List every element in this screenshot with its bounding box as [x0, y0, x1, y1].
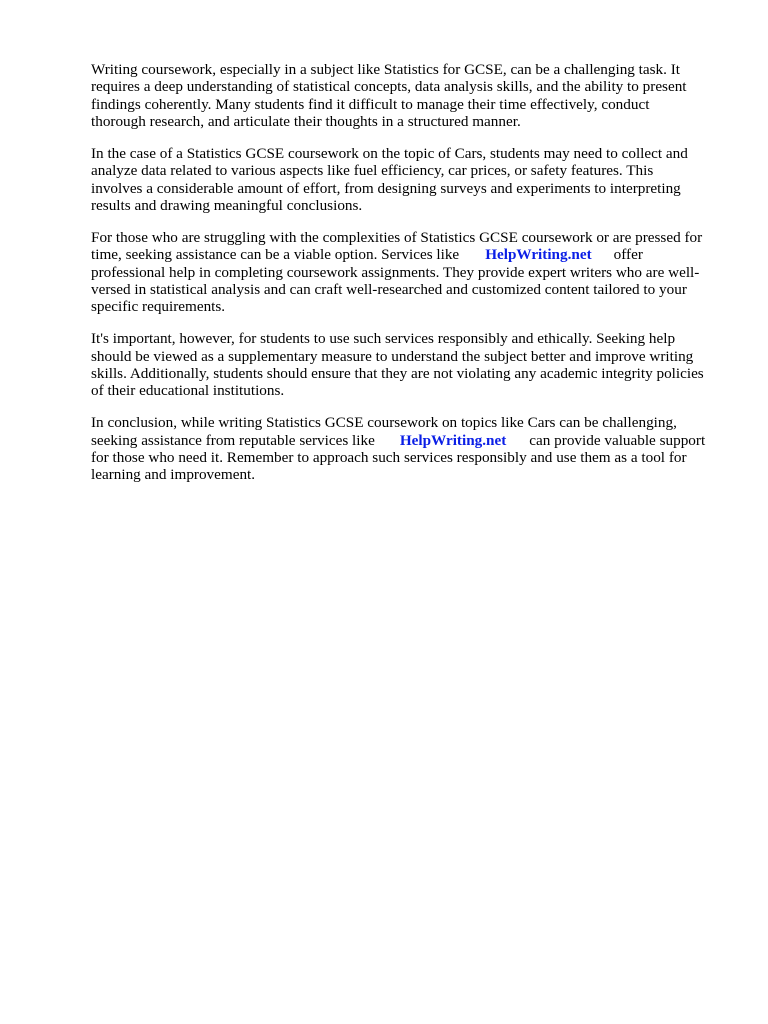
text-line: versed in statistical analysis and can craft well-researched and customized content tailored to your: [91, 281, 687, 299]
text-line: specific requirements.: [91, 298, 226, 316]
document-page: [91, 61, 721, 498]
text-line: analyze data related to various aspects like fuel efficiency, car prices, or safety features. This: [91, 162, 654, 180]
text-line: learning and improvement.: [91, 466, 256, 484]
text-line: For those who are struggling with the complexities of Statistics GCSE coursework or are pressed for: [91, 228, 703, 246]
text-line: thorough research, and articulate their thoughts in a structured manner.: [91, 113, 521, 131]
text-segment: can provide valuable support: [529, 431, 706, 449]
paragraph-seeking-help: [91, 229, 721, 316]
text-line: for those who need it. Remember to approach such services responsibly and use them as a tool for: [91, 448, 687, 466]
text-line-with-link: [91, 246, 721, 263]
text-line: findings coherently. Many students find it difficult to manage their time effectively, conduct: [91, 95, 650, 113]
paragraph-responsibility: [91, 330, 721, 400]
helpwriting-link[interactable]: HelpWriting.net: [485, 246, 592, 264]
text-line: In conclusion, while writing Statistics GCSE coursework on topics like Cars can be challenging,: [91, 414, 677, 432]
text-line-with-link: [91, 432, 721, 449]
text-segment: offer: [613, 246, 643, 264]
paragraph-intro: [91, 61, 721, 131]
text-line: involves a considerable amount of effort, from designing surveys and experiments to interpreting: [91, 179, 681, 197]
paragraph-cars-coursework: [91, 145, 721, 215]
text-line: It's important, however, for students to use such services responsibly and ethically. Seeking help: [91, 330, 676, 348]
text-segment: seeking assistance from reputable services like: [91, 431, 375, 449]
text-line: skills. Additionally, students should ensure that they are not violating any academic integrity policies: [91, 365, 704, 383]
text-line: should be viewed as a supplementary measure to understand the subject better and improve writing: [91, 347, 694, 365]
text-line: results and drawing meaningful conclusions.: [91, 197, 363, 215]
text-line: professional help in completing coursework assignments. They provide expert writers who are well-: [91, 263, 700, 281]
text-line: of their educational institutions.: [91, 382, 285, 400]
paragraph-conclusion: [91, 414, 721, 484]
text-line: requires a deep understanding of statistical concepts, data analysis skills, and the ability to present: [91, 78, 687, 96]
text-line: Writing coursework, especially in a subject like Statistics for GCSE, can be a challenging task. It: [91, 61, 681, 78]
helpwriting-link[interactable]: HelpWriting.net: [399, 431, 507, 449]
text-segment: time, seeking assistance can be a viable option. Services like: [91, 246, 460, 264]
text-line: In the case of a Statistics GCSE coursework on the topic of Cars, students may need to collect and: [91, 144, 688, 162]
